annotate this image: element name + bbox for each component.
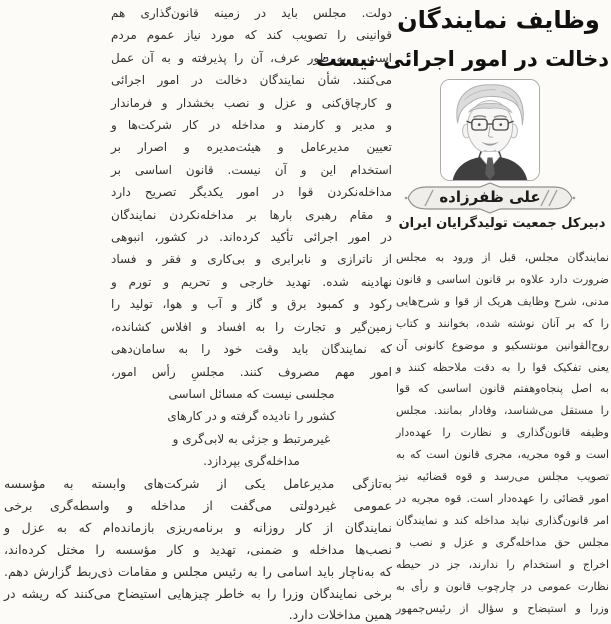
author-name-badge (402, 181, 578, 215)
bottom-paragraph (4, 473, 392, 624)
text-line: همین مداخلات دارد. (288, 607, 392, 623)
text-line: از ناترازی و نابرابری و بی‌کاری و فقر و فساد (111, 252, 392, 267)
text-line: مجلسی نیست که مسائل اساسی (168, 386, 335, 401)
text-line: برخی نمایندگان وزرا را به خاطر چیزهایی استیضاح می‌کنند که ریشه در (4, 585, 392, 601)
text-line: تعیین مدیرعامل و هیئت‌مدیره و اصرار بر (111, 140, 392, 155)
text-line: که نمایندگان باید وقت خود را به سامان‌دهی (111, 342, 392, 357)
text-line: می‌کنند. شأن نمایندگان دخالت در امور اجرائی (111, 73, 392, 88)
author-photo (440, 79, 540, 181)
author-portrait-sketch-icon (441, 80, 539, 180)
text-line: به‌تازگی مدیرعامل یکی از شرکت‌های وابسته به مؤسسه (4, 476, 392, 491)
text-line: مداخله‌نکردن قوا در امور یکدیگر تصریح دارد (111, 185, 392, 200)
text-line: است و قوه مجریه، مجری قانون است که به (396, 448, 609, 462)
text-line: و مقام رهبری بارها بر مداخله‌نکردن نمایندگان (111, 207, 392, 222)
text-line: نمایندگان از کار روزانه و برنامه‌ریزی بازمانده‌ام که به عزل و (4, 519, 392, 535)
text-line: نمایندگان مجلس، قبل از ورود به مجلس (396, 251, 609, 264)
text-line: روح‌القوانین مونتسکیو و موضوع کانونی آن (396, 338, 609, 352)
text-line: یعنی تفکیک قوا را به دقت ملاحظه کنند و (396, 360, 609, 374)
text-line: نظارت عمومی در چارچوب قانون و رأی به (396, 579, 609, 593)
author-title: دبیرکل جمعیت تولیدگرایان ایران (398, 216, 606, 231)
text-line: امور قضائی را عهده‌دار است. قوه مجریه در (396, 491, 609, 505)
text-line: را مستقل می‌شناسد، وفادار بمانند. مجلس (396, 404, 609, 418)
text-line: غیرمرتبط و جزئی به لابی‌گری و (172, 431, 331, 446)
text-line: امر قانون‌گذاری نباید مداخله کند و نمایندگان (396, 513, 609, 527)
text-line: تصویب مجلس می‌رسد و قوه قضائیه نیز (396, 470, 609, 484)
text-line: رکود و کمبود برق و گاز و آب و هوا، تولید را (111, 297, 392, 312)
text-line: نهادینه شده. تهدید خارجی و تحریم و تورم و (111, 274, 392, 289)
text-line: مدنی، شرح وظایف هریک از قوا و شرح‌هایی (396, 294, 609, 308)
text-line: ضرورت دارد علاوه بر قانون اساسی و قانون (396, 272, 609, 286)
headline-line-2: دخالت در امور اجرائی نیست (315, 47, 609, 71)
text-line: قوانینی را تصویب کند که مورد نیاز عموم مردم (111, 28, 392, 43)
headline-line-1: وظایف نمایندگان (397, 6, 600, 34)
text-line: را که بر آنان نوشته شده، بخوانند و کتاب (396, 316, 609, 330)
text-line: نصب‌ها مداخله و ضمنی، تهدید و کار مؤسسه را مختل کرده‌اند، (4, 541, 392, 557)
text-line: که به‌ناچار باید اسامی را به رئیس مجلس و مقامات ذی‌ربط گزارش دهم. (4, 563, 392, 579)
text-line: است و به طور عرف، آن را پذیرفته و به آن عمل (111, 50, 392, 65)
text-line: مجلس حق مداخله‌گری و عزل و نصب و (396, 535, 609, 549)
text-line: در امور اجرائی تأکید کرده‌اند. در کشور، انبوهی (111, 230, 392, 245)
middle-column (111, 2, 392, 473)
text-line: به اصل پنجاه‌وهفتم قانون اساسی که قوا (396, 382, 609, 396)
text-line: امور مهم مصروف کنند. مجلسِ رأس امور، (111, 364, 392, 379)
author-name: علی ظفرزاده (439, 188, 541, 206)
text-line: استخدام این و آن نیست. قانون اساسی بر (111, 162, 392, 177)
text-line: و کارچاق‌کنی و عزل و نصب بخشدار و فرماندار (111, 95, 392, 110)
text-line: دولت. مجلس باید در زمینه قانون‌گذاری هم (111, 6, 392, 20)
text-line: اخراج و استخدام را ندارند، جز در حیطه (396, 557, 609, 571)
article-headline (315, 0, 609, 78)
right-column (396, 247, 609, 619)
text-line: عمومی غیردولتی می‌گفت از مداخله و واسطه‌گری برخی (4, 497, 392, 513)
text-line: وظیفه قانون‌گذاری و نظارت را عهده‌دار (396, 426, 609, 440)
text-line: زمین‌گیر و تجارت را به افساد و افلاس کشانده، (111, 319, 392, 334)
text-line: کشور را نادیده گرفته و در کارهای (167, 409, 336, 424)
text-line: و مدیر و کارمند و مداخله در کار شرکت‌ها و (111, 118, 392, 133)
text-line: مداخله‌گری بپردازد. (203, 454, 300, 469)
text-line: وزرا و استیضاح و سؤال از رئیس‌جمهور (396, 601, 609, 615)
